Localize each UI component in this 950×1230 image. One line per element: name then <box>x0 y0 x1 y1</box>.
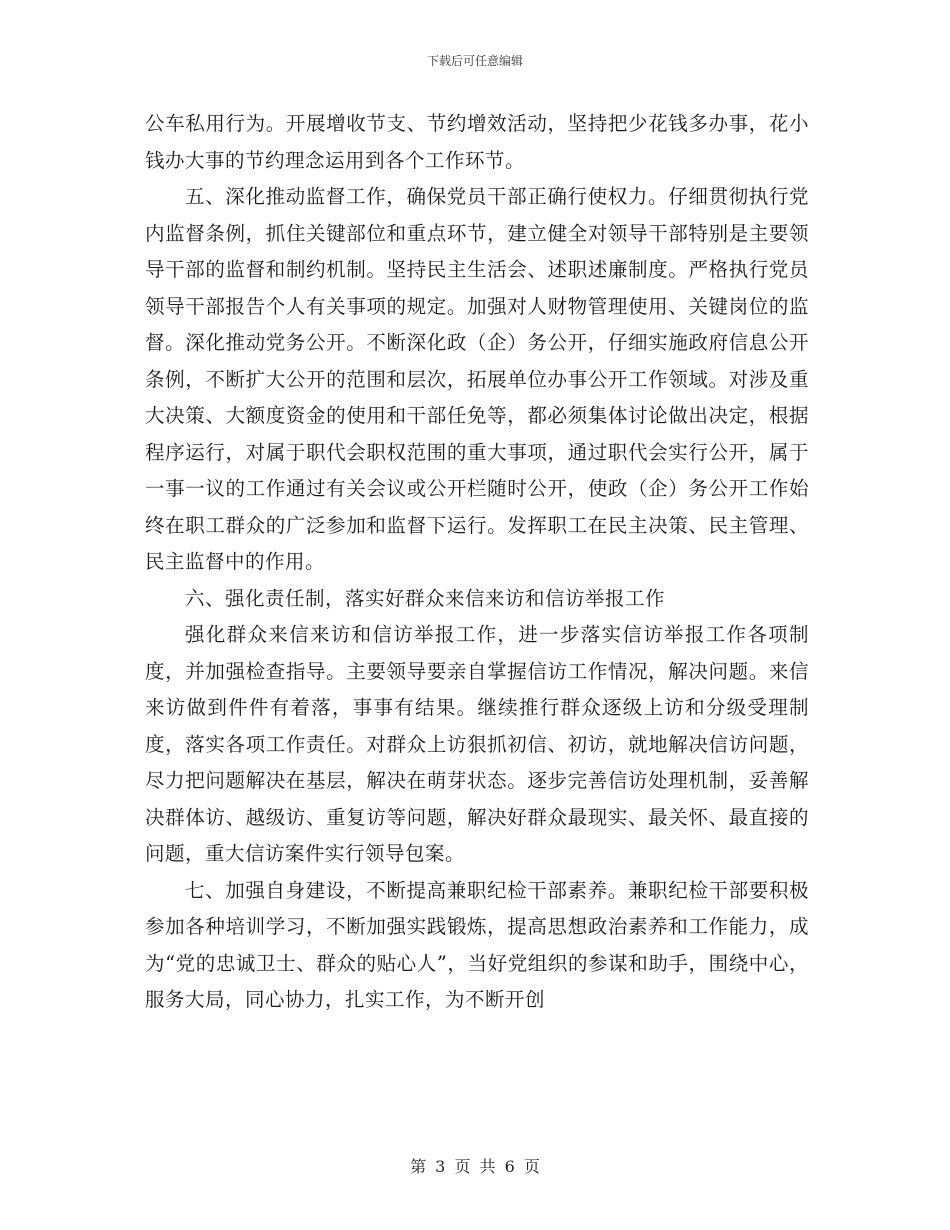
document-body <box>145 106 809 1019</box>
page-number-footer: 第 3 页 共 6 页 <box>410 1157 540 1176</box>
paragraph-section-6-body: 强化群众来信来访和信访举报工作，进一步落实信访举报工作各项制度，并加强检查指导。主要领导要亲自掌握信访工作情况，解决问题。来信来访做到件件有着落，事事有结果。继续推行群众逐级上访和分级受理制度，落实各项工作责任。对群众上访狠抓初信、初访，就地解决信访问题，尽力把问题解决在基层，解决在萌芽状态。逐步完善信访处理机制，妥善解决群体访、越级访、重复访等问题，解决好群众最现实、最关怀、最直接的问题，重大信访案件实行领导包案。 <box>145 623 809 865</box>
paragraph-continuation: 公车私用行为。开展增收节支、节约增效活动，坚持把少花钱多办事，花小钱办大事的节约理念运用到各个工作环节。 <box>145 112 809 172</box>
paragraph-section-5: 五、深化推动监督工作，确保党员干部正确行使权力。仔细贯彻执行党内监督条例，抓住关键部位和重点环节，建立健全对领导干部特别是主要领导干部的监督和制约机制。坚持民主生活会、述职述廉制度。严格执行党员领导干部报告个人有关事项的规定。加强对人财物管理使用、关键岗位的监督。深化推动党务公开。不断深化政（企）务公开，仔细实施政府信息公开条例，不断扩大公开的范围和层次，拓展单位办事公开工作领域。对涉及重大决策、大额度资金的使用和干部任免等，都必须集体讨论做出决定，根据程序运行，对属于职代会职权范围的重大事项，通过职代会实行公开，属于一事一议的工作通过有关会议或公开栏随时公开，使政（企）务公开工作始终在职工群众的广泛参加和监督下运行。发挥职工在民主决策、民主管理、民主监督中的作用。 <box>145 185 809 573</box>
paragraph-section-7: 七、加强自身建设，不断提高兼职纪检干部素养。兼职纪检干部要积极参加各种培训学习，不断加强实践锻炼，提高思想政治素养和工作能力，成为“党的忠诚卫士、群众的贴心人”，当好党组织的参谋和助手，围绕中心，服务大局，同心协力，扎实工作，为不断开创 <box>145 878 809 1011</box>
page-header-note: 下载后可任意编辑 <box>426 54 523 68</box>
paragraph-section-6-heading: 六、强化责任制，落实好群众来信来访和信访举报工作 <box>185 586 666 610</box>
